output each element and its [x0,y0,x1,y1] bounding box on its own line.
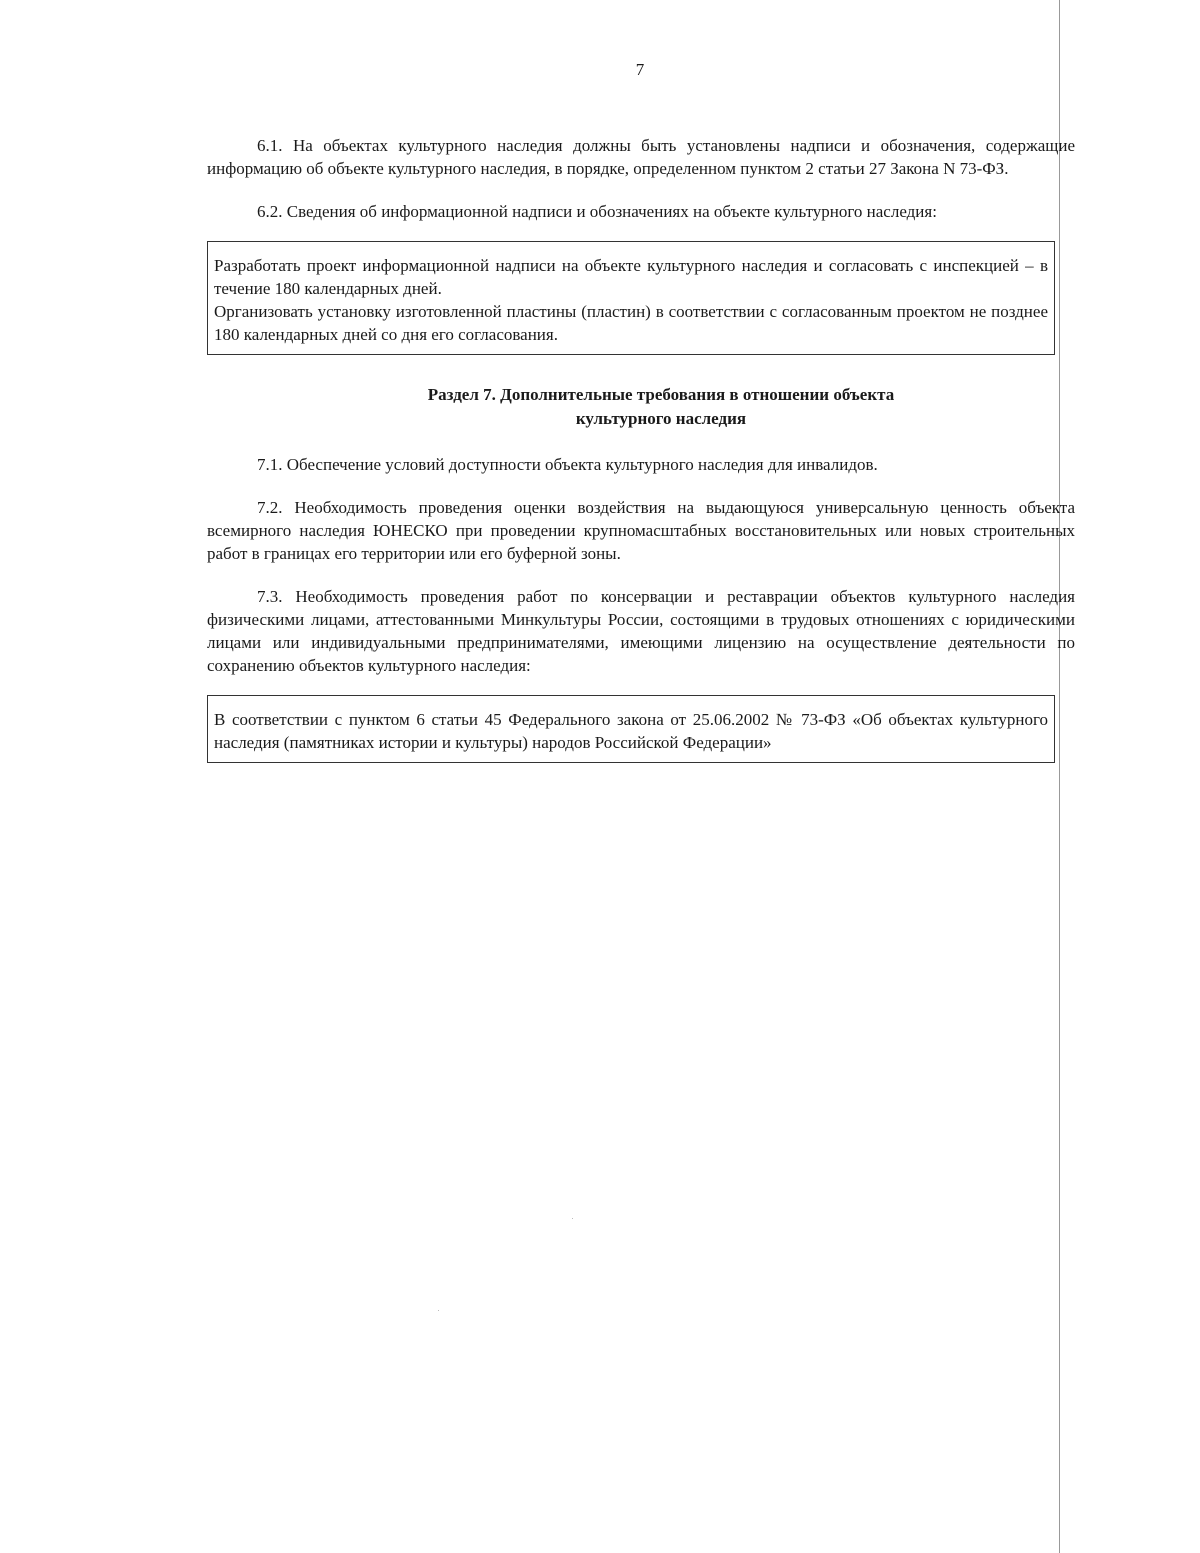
info-box-7-3 [207,695,1055,763]
paragraph-7-1: 7.1. Обеспечение условий доступности объекта культурного наследия для инвалидов. [257,455,878,474]
section-7-title-line1: Раздел 7. Дополнительные требования в отношении объекта [427,385,895,404]
paragraph-7-3: 7.3. Необходимость проведения работ по консервации и реставрации объектов культурного наследия физическими лицами, аттестованными Минкультуры России, состоящими в трудовых отношениях с юридическими лицами или индивидуальными предпринимателями, имеющими лицензию на осуществление деятельности по сохранению объектов культурного наследия: [207,587,1075,675]
scan-speck [438,1310,439,1311]
info-box-6-2 [207,241,1055,355]
paragraph-6-1: 6.1. На объектах культурного наследия должны быть установлены надписи и обозначения, содержащие информацию об объекте культурного наследия, в порядке, определенном пунктом 2 статьи 27 Закона N 73-ФЗ. [207,136,1075,178]
section-7-title [207,383,1075,431]
paragraph-6-2: 6.2. Сведения об информационной надписи и обозначениях на объекте культурного наследия: [257,202,937,221]
info-box-7-3-text: В соответствии с пунктом 6 статьи 45 Федерального закона от 25.06.2002 № 73-ФЗ «Об объектах культурного наследия (памятниках истории и культуры) народов Российской Федерации» [214,710,1048,752]
page-number: 7 [635,60,645,79]
scan-speck [572,1218,573,1219]
info-box-6-2-line2: Организовать установку изготовленной пластины (пластин) в соответствии с согласованным проектом не позднее 180 календарных дней со дня его согласования. [214,302,1048,344]
section-7-title-line2: культурного наследия [575,409,747,428]
paragraph-7-2: 7.2. Необходимость проведения оценки воздействия на выдающуюся универсальную ценность объекта всемирного наследия ЮНЕСКО при проведении крупномасштабных восстановительных или новых строительных работ в границах его территории или его буферной зоны. [207,498,1075,563]
document-body [207,134,1075,791]
info-box-6-2-line1: Разработать проект информационной надписи на объекте культурного наследия и согласовать с инспекцией – в течение 180 календарных дней. [214,256,1048,298]
